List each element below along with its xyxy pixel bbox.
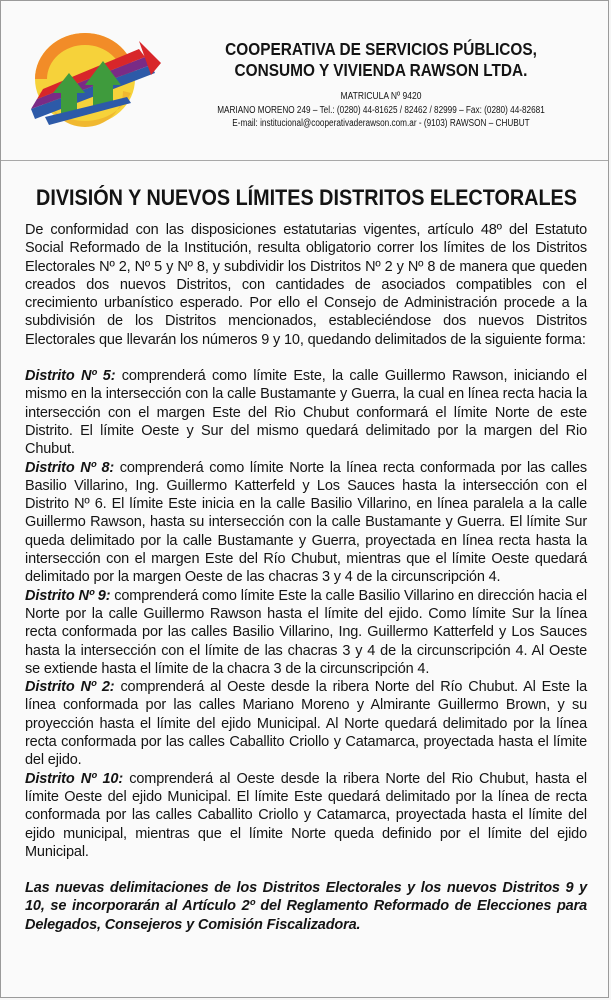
letterhead: [1, 1, 608, 161]
district-10-label: Distrito Nº 10:: [25, 770, 124, 787]
org-name-line-1: COOPERATIVA DE SERVICIOS PÚBLICOS,: [225, 39, 537, 59]
district-8-text: comprenderá como límite Norte la línea recta conformada por las calles Basilio Villarino, Ing. Guillermo Katterfeld y Los Sauces hasta la intersección con el Distrito Nº 6. El límite Este inicia en la calle Basilio Villarino, en línea paralela a la calle Guillermo Rawson, hasta su intersección con la calle Bustamante y Guerra. El límite Sur queda delimitado por la calle Bustamante y Guerra, proyectada en línea recta hasta la intersección con el margen Este del Río Chubut, mientras que el límite Oeste quedará delimitado por la margen Oeste de las chacras 3 y 4 de la circunscripción 4.: [25, 459, 587, 586]
district-10-text: comprenderá al Oeste desde la ribera Norte del Rio Chubut, hasta el límite Oeste del ejido Municipal. El límite Este quedará delimitado por la línea de recta conformada por las calles Caballito Criollo y Catamarca, proyectada hasta el límite del ejido municipal, mientras que el límite Norte queda definido por el límite del ejido Municipal.: [25, 770, 587, 860]
district-2-paragraph: [25, 678, 587, 769]
district-2-text: comprenderá al Oeste desde la ribera Norte del Río Chubut. Al Este la línea conformada por las calles Mariano Moreno y Almirante Guillermo Brown, y su proyección hasta el límite del ejido Municipal. Al Norte quedará delimitado por la línea recta conformada por las calles Caballito Criollo y Catamarca, proyectada hasta el límite del ejido.: [25, 679, 587, 769]
org-name-line-2: CONSUMO Y VIVIENDA RAWSON LTDA.: [234, 60, 528, 80]
district-8-paragraph: [25, 459, 587, 587]
contact-info: [161, 105, 601, 130]
email-line: E-mail: institucional@cooperativaderawson.com.ar - (9103) RAWSON – CHUBUT: [232, 117, 530, 129]
notice-title: DIVISIÓN Y NUEVOS LÍMITES DISTRITOS ELECTORALES: [36, 185, 577, 210]
district-5-paragraph: [25, 367, 587, 458]
district-8-label: Distrito Nº 8:: [25, 459, 115, 476]
cooperative-logo-icon: [23, 27, 163, 135]
district-2-label: Distrito Nº 2:: [25, 679, 115, 696]
intro-paragraph: De conformidad con las disposiciones estatutarias vigentes, artículo 48º del Estatuto Social Reformado de la Institución, resulta obligatorio correr los límites de los Distritos Electorales Nº 2, Nº 5 y Nº 8, y subdividir los Distritos Nº 2 y Nº 8 de manera que queden creados dos nuevos Distritos, con cantidades de asociados compatibles con el crecimiento urbanístico esperado. Por ello el Consejo de Administración procede a la subdivisión de los Distritos mencionados, estableciéndose dos nuevos Distritos Electorales que llevarán los números 9 y 10, quedando delimitados de la siguiente forma:: [25, 222, 587, 348]
district-5-text: comprenderá como límite Este, la calle Guillermo Rawson, iniciando el mismo en la intersección con la calle Bustamante y Guerra, la cual en línea recta hacia la intersección con el margen Este del Rio Chubut conformará el límite Norte de este Distrito. El límite Oeste y Sur del mismo quedará delimitado por la margen del Rio Chubut.: [25, 368, 587, 458]
district-9-text: comprenderá como límite Este la calle Basilio Villarino en dirección hacia el Norte por la calle Guillermo Rawson hasta el límite del ejido. Como límite Sur la línea recta conformada por las calles Basilio Villarino, Ing. Guillermo Katterfeld y Los Sauces hasta la intersección con el límite de las chacras 3 y 4 de la circunscripción 4. Al Oeste se extiende hasta el límite de la chacra 3 de la circunscripción 4.: [25, 587, 588, 677]
address-line: MARIANO MORENO 249 – Tel.: (0280) 44-81625 / 82462 / 82999 – Fax: (0280) 44-82681: [217, 105, 545, 116]
organization-name: [205, 39, 557, 81]
closing-paragraph: Las nuevas delimitaciones de los Distritos Electorales y los nuevos Distritos 9 y 10, se incorporarán al Artículo 2º del Reglamento Reformado de Elecciones para Delegados, Consejeros y Comisión Fiscalizadora.: [25, 880, 587, 933]
notice-body: [25, 221, 587, 934]
district-9-paragraph: [25, 587, 587, 678]
district-9-label: Distrito Nº 9:: [25, 587, 111, 604]
district-10-paragraph: [25, 770, 587, 861]
district-5-label: Distrito Nº 5:: [25, 368, 116, 385]
registration-number: MATRICULA Nº 9420: [340, 91, 422, 102]
